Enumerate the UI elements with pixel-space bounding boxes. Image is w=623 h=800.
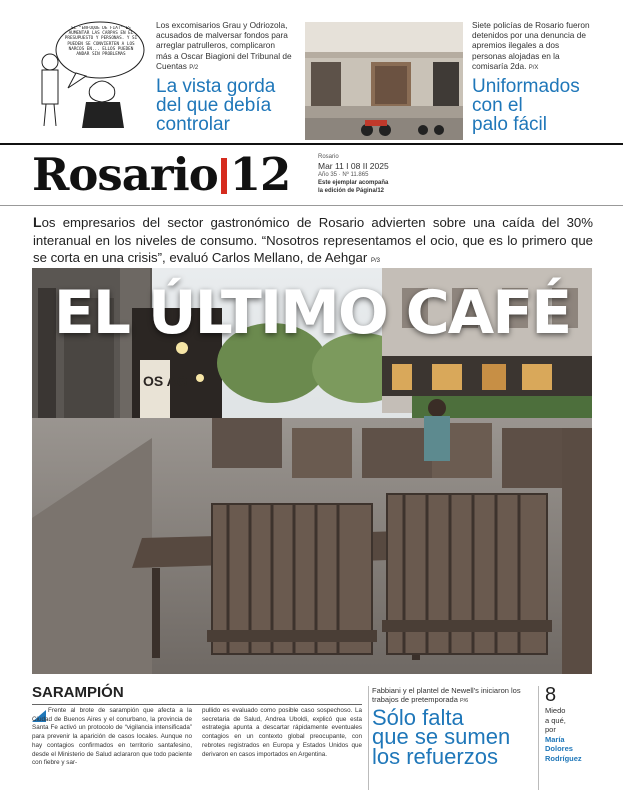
lead-intro-initial: L — [33, 214, 42, 230]
sarampion-col2: pullido es evaluado como posible caso sospechoso. La secretaria de Salud, Andrea Uboldi, explicó que esta estrategia apunta a descartar rápidamente eventuales contagios en un contexto global preocupante, con rebrotes registrados en Europa y Estados Unidos que derivaron en casos importados en Argentina. — [202, 707, 362, 758]
column-by: por — [545, 725, 556, 734]
masthead-logo[interactable] — [32, 148, 290, 202]
cartoon-bubble-text: EL “ENFOQUE DE FIAT” ES AUMENTAR LAS CARPAS EN EL PRESUPUESTO Y PERSONAS. Y SI PUEDEN SE CONVIERTEN A LOS NARCOS EN... ELLOS PUEDEN ANDAR SIN PROBLEMAS — [64, 26, 138, 58]
story-newells[interactable] — [372, 686, 534, 769]
lead-photo — [32, 268, 592, 674]
column-title-1: Miedo — [545, 706, 566, 715]
sarampion-rule — [32, 704, 362, 705]
bottom-divider-1 — [368, 686, 369, 790]
lead-intro-text: os empresarios del sector gastronómico de Rosario advierten sobre una caída del 30% interanual en los niveles de consumo. “Nosotros representamos el ocio, que es lo primero que se corta en una crisis”, evaluó Carlos Mellano, de Aehgar — [33, 215, 593, 265]
column-author-2: Dolores — [545, 744, 573, 753]
bottom-divider-2 — [538, 686, 539, 790]
sarampion-section[interactable] — [32, 684, 362, 784]
storefront-sign: OS AG — [143, 373, 188, 389]
top-divider — [0, 143, 623, 145]
lead-intro[interactable] — [33, 214, 593, 271]
story-police[interactable] — [472, 20, 592, 134]
masthead-note-1: Este ejemplar acompaña — [318, 180, 389, 186]
photo-title: EL ÚLTIMO CAFÉ — [53, 278, 571, 348]
column-title-2: a qué, — [545, 715, 566, 725]
story-tribunal-lead: Los excomisarios Grau y Odriozola, acusados de malversar fondos para arreglar patrulleros, complicaron más a Oscar Biagioni del Tribunal de Cuentas P/2 — [156, 20, 292, 71]
lead-intro-page: P/3 — [370, 258, 380, 264]
masthead-info — [318, 153, 428, 195]
cartoon-panel — [28, 18, 146, 130]
masthead-number: 12 — [229, 148, 291, 201]
story-newells-lead: Fabbiani y el plantel de Newell's iniciaron los trabajos de pretemporada P/6 — [372, 686, 521, 705]
masthead-date: Mar 11 I 08 II 2025 — [318, 161, 389, 171]
column-author-1: María — [545, 734, 565, 744]
masthead-name: Rosario — [32, 148, 218, 201]
masthead-issue: Año 35 · Nº 11.865 — [318, 172, 369, 178]
story-newells-headline: Sólo falta que se sumen los refuerzos — [372, 704, 511, 769]
story-police-headline: Uniformados con el palo fácil — [472, 76, 580, 136]
masthead-divider — [0, 205, 623, 206]
story-tribunal-headline: La vista gorda del que debía controlar — [156, 76, 276, 136]
masthead-note-2: la edición de Página/12 — [318, 188, 385, 194]
sarampion-col1: Frente al brote de sarampión que afecta a la Ciudad de Buenos Aires y el conurbano, la provincia de Santa Fe activó un protocolo de “vigilancia intensificada” para prevenir la aparición de casos locales. Aunque no hay contagios confirmados en territorio santafesino, desde el Ministerio de Salud aclararon que todo paciente con fiebre y sar- — [32, 707, 192, 767]
masthead-city: Rosario — [318, 154, 339, 160]
police-photo — [305, 22, 463, 140]
sarampion-title: SARAMPIÓN — [32, 684, 124, 701]
story-police-lead: Siete policías de Rosario fueron detenidos por una denuncia de apremios ilegales a dos personas alojadas en la comisaría 2da. P/X — [472, 20, 590, 71]
story-tribunal[interactable] — [156, 20, 292, 134]
column-teaser[interactable] — [545, 684, 615, 763]
masthead-bar — [221, 158, 227, 194]
column-author-3: Rodríguez — [545, 753, 582, 763]
column-page-number: 8 — [545, 684, 557, 706]
